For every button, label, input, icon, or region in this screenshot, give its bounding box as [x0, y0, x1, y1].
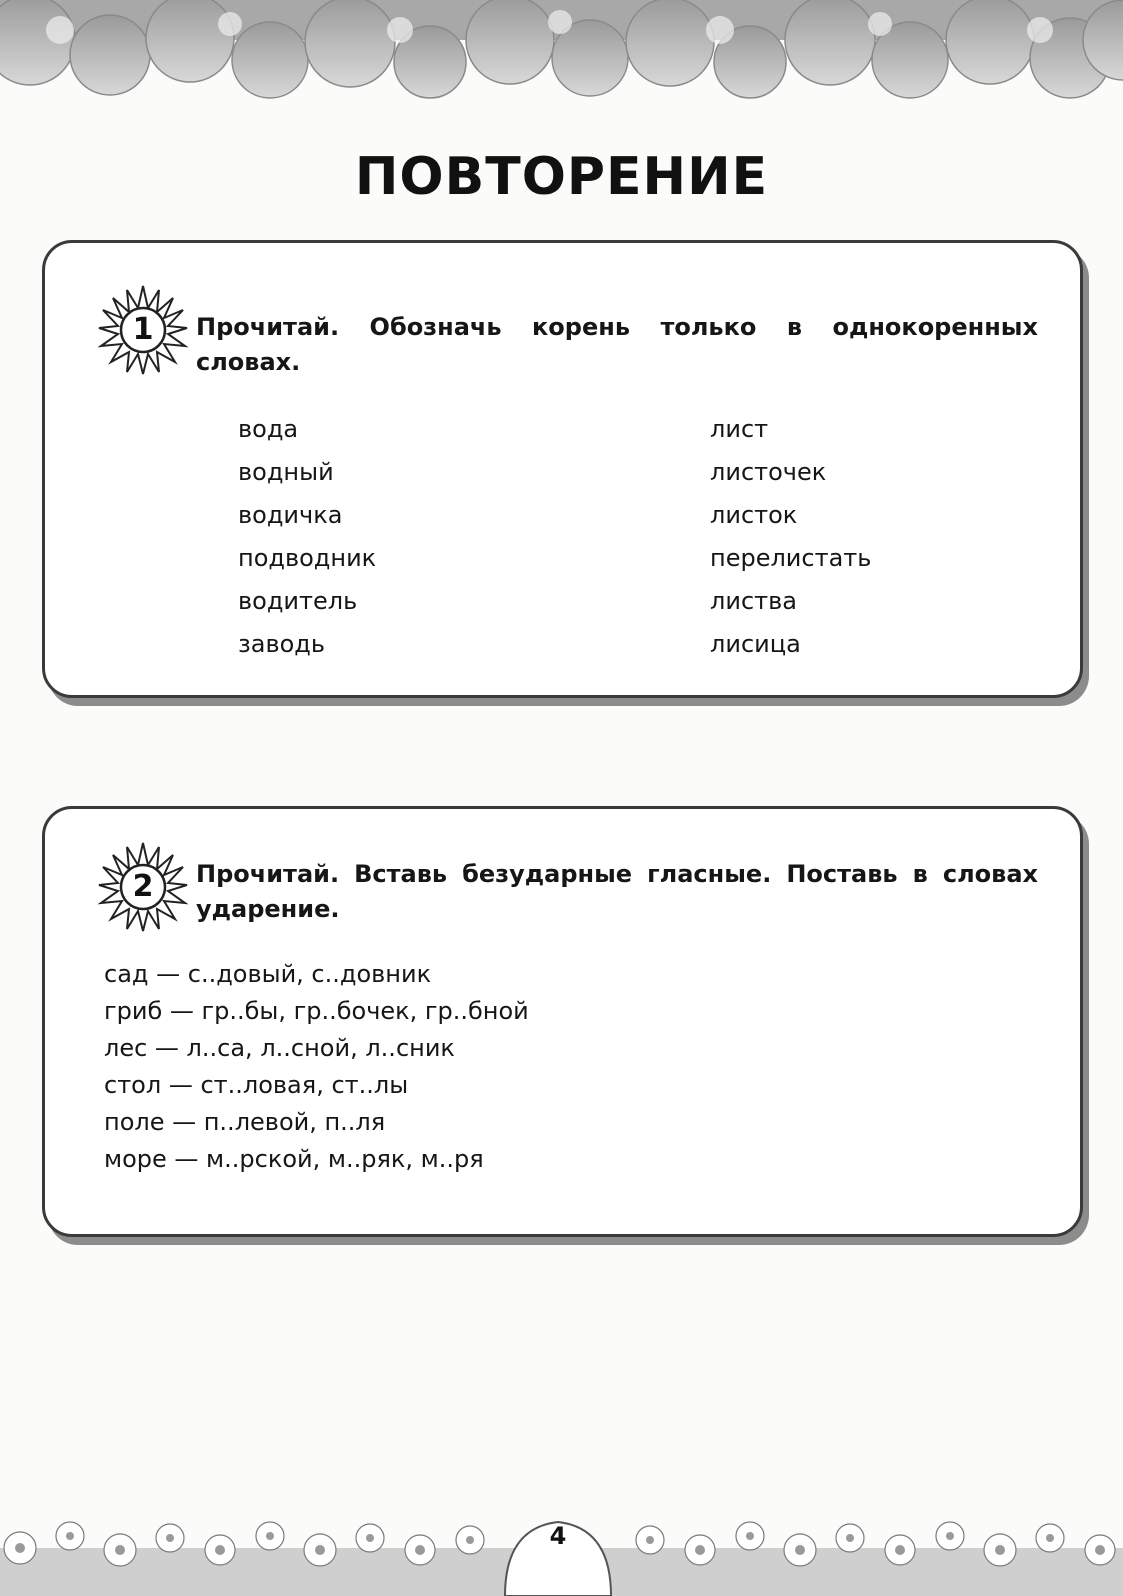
list-item: гриб — гр..бы, гр..бочек, гр..бной: [104, 997, 529, 1025]
list-item: водный: [238, 458, 334, 486]
exercise-2-card: [42, 806, 1083, 1237]
list-item: поле — п..левой, п..ля: [104, 1108, 386, 1136]
list-item: водитель: [238, 587, 358, 615]
list-item: листок: [710, 501, 798, 529]
list-item: лисица: [710, 630, 801, 658]
exercise-1-instruction: Прочитай. Обозначь корень только в однокоренных словах.: [196, 313, 1038, 376]
exercise-2-number: 2: [132, 869, 154, 904]
list-item: листва: [710, 587, 797, 615]
list-item: лес — л..са, л..сной, л..сник: [104, 1034, 455, 1062]
word-list-left: [238, 408, 376, 666]
list-item: море — м..рской, м..ряк, м..ря: [104, 1145, 484, 1173]
page-title: ПОВТОРЕНИЕ: [354, 146, 769, 207]
list-item: подводник: [238, 544, 377, 572]
list-item: вода: [238, 415, 299, 443]
page-number: 4: [549, 1522, 567, 1550]
list-item: заводь: [238, 630, 326, 658]
exercise-1-number: 1: [132, 312, 154, 347]
flower-border-top: [0, 0, 1123, 110]
exercise-2-instruction: Прочитай. Вставь безударные гласные. Поставь в словах ударение.: [196, 860, 1038, 923]
list-item: перелистать: [710, 544, 872, 572]
exercise-1-card: [42, 240, 1083, 698]
exercise-2-badge: [97, 841, 189, 933]
list-item: водичка: [238, 501, 343, 529]
list-item: сад — с..довый, с..довник: [104, 960, 432, 988]
list-item: лист: [710, 415, 769, 443]
list-item: листочек: [710, 458, 827, 486]
exercise-1-badge: [97, 284, 189, 376]
list-item: стол — ст..ловая, ст..лы: [104, 1071, 409, 1099]
word-rows: [104, 956, 529, 1178]
word-list-right: [710, 408, 871, 666]
